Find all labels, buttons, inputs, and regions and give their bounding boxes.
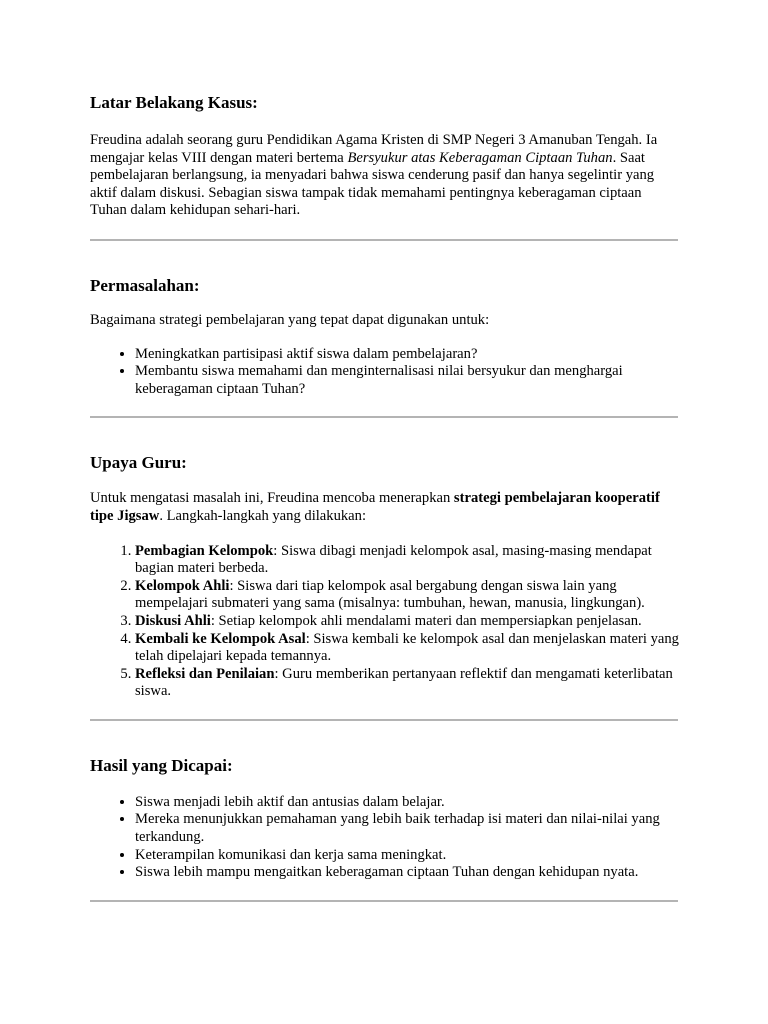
list-item bbox=[135, 543, 680, 578]
list-item bbox=[135, 631, 680, 666]
paragraph-text: . Langkah-langkah yang dilakukan: bbox=[159, 507, 367, 524]
results-list bbox=[90, 794, 680, 882]
step-text: : Guru memberikan pertanyaan reflektif dan mengamati keterlibatan siswa. bbox=[135, 665, 673, 700]
list-item bbox=[135, 613, 680, 631]
section-divider bbox=[90, 239, 678, 241]
paragraph-text: Untuk mengatasi masalah ini, Freudina mencoba menerapkan bbox=[90, 490, 454, 507]
step-text: : Siswa kembali ke kelompok asal dan menjelaskan materi yang telah dipelajari kepada temannya. bbox=[135, 630, 679, 665]
section-divider bbox=[90, 900, 678, 902]
step-text: : Siswa dibagi menjadi kelompok asal, masing-masing mendapat bagian materi berbeda. bbox=[135, 542, 652, 577]
paragraph-text: . Saat pembelajaran berlangsung, ia menyadari bahwa siswa cenderung pasif dan hanya segelintir yang aktif dalam diskusi. Sebagian siswa tampak tidak memahami pentingnya keberagaman ciptaan Tuhan dalam kehidupan sehari-hari. bbox=[90, 149, 655, 219]
step-title: Diskusi Ahli bbox=[135, 612, 211, 629]
step-title: Pembagian Kelompok bbox=[135, 542, 274, 559]
list-item bbox=[135, 666, 680, 701]
list-item: • Siswa lebih mampu mengaitkan keberagaman ciptaan Tuhan dengan kehidupan nyata. bbox=[135, 864, 680, 882]
section-divider bbox=[90, 719, 678, 721]
list-item: • Mereka menunjukkan pemahaman yang lebih baik terhadap isi materi dan nilai-nilai yang terkandung. bbox=[135, 811, 680, 846]
step-title: Kembali ke Kelompok Asal bbox=[135, 630, 306, 647]
steps-list bbox=[90, 543, 680, 701]
list-item bbox=[135, 578, 680, 613]
section-heading-upaya-guru: Upaya Guru: bbox=[90, 453, 187, 473]
problem-list bbox=[90, 346, 680, 399]
case-background-paragraph bbox=[90, 132, 680, 220]
step-title: Kelompok Ahli bbox=[135, 577, 230, 594]
step-text: : Setiap kelompok ahli mendalami materi dan mempersiapkan penjelasan. bbox=[210, 612, 642, 629]
section-divider bbox=[90, 416, 678, 418]
section-heading-latar-belakang: Latar Belakang Kasus: bbox=[90, 93, 258, 112]
list-item: • Meningkatkan partisipasi aktif siswa dalam pembelajaran? bbox=[135, 346, 680, 364]
step-title: Refleksi dan Penilaian bbox=[135, 665, 275, 682]
effort-intro bbox=[90, 490, 680, 525]
section-heading-permasalahan: Permasalahan: bbox=[90, 275, 200, 295]
strategy-name: strategi pembelajaran kooperatif tipe Jigsaw bbox=[90, 490, 660, 524]
list-item: • Membantu siswa memahami dan menginternalisasi nilai bersyukur dan menghargai keberagaman ciptaan Tuhan? bbox=[135, 363, 680, 398]
list-item: • Keterampilan komunikasi dan kerja sama meningkat. bbox=[135, 847, 680, 865]
section-heading-hasil: Hasil yang Dicapai: bbox=[90, 755, 233, 775]
theme-title: Bersyukur atas Keberagaman Ciptaan Tuhan bbox=[347, 149, 613, 166]
list-item: • Siswa menjadi lebih aktif dan antusias dalam belajar. bbox=[135, 794, 680, 812]
step-text: : Siswa dari tiap kelompok asal bergabung dengan siswa lain yang mempelajari submateri yang sama (misalnya: tumbuhan, hewan, manusia, lingkungan). bbox=[135, 577, 645, 612]
problem-intro: Bagaimana strategi pembelajaran yang tepat dapat digunakan untuk: bbox=[90, 311, 490, 328]
paragraph-text: Freudina adalah seorang guru Pendidikan Agama Kristen di SMP Negeri 3 Amanuban Tengah. Ia mengajar kelas VIII dengan materi bertema bbox=[90, 132, 658, 166]
document-page bbox=[90, 91, 680, 902]
